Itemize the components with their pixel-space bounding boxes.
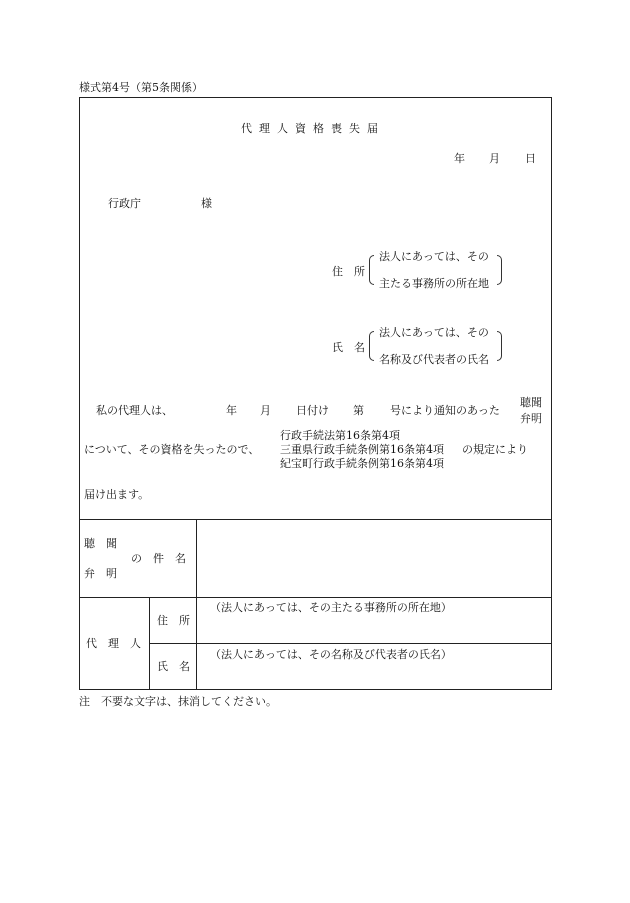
name-note-line1: 法人にあっては、その [379,326,489,339]
form-title [241,123,385,134]
agent-name-label: 氏 名 [157,660,190,673]
agent-label: 代 理 人 [86,637,141,650]
applicant-address-label: 住 所 [332,265,365,278]
agent-row-divider [149,643,552,644]
address-note-bracket-right [497,255,502,285]
address-note-line1: 法人にあっては、その [379,250,489,263]
addressee-honorific: 様 [201,197,212,210]
form-title-text: 代理人資格喪失届 [241,122,385,135]
agent-address-note: （法人にあっては、その主たる事務所の所在地） [210,601,452,614]
address-note-line2: 主たる事務所の所在地 [379,277,489,290]
table-top-divider [79,519,552,520]
name-note-bracket-left [369,331,374,361]
applicant-name-label: 氏 名 [332,341,365,354]
law-option-2: 三重県行政手続条例第16条第4項 [280,443,444,456]
name-note-bracket-right [497,331,502,361]
law-option-1: 行政手続法第16条第4項 [280,429,400,442]
body-closing: 届け出ます。 [84,488,150,501]
table-col-divider [196,519,197,690]
body-line2-suffix: の規定により [462,443,528,456]
date-day-label: 日 [525,152,536,165]
date-year-label: 年 [454,152,465,165]
body-prefix: 私の代理人は、 [96,404,173,417]
form-number: 様式第4号（第5条関係） [79,81,203,94]
case-of-label: の 件 名 [131,552,186,565]
body-explanation: 弁明 [520,412,542,425]
footnote: 注 不要な文字は、抹消してください。 [79,695,277,708]
body-go-suffix: 号により通知のあった [390,404,500,417]
law-option-3: 紀宝町行政手続条例第16条第4項 [280,457,444,470]
body-month: 月 [260,404,271,417]
body-line2-prefix: について、その資格を失ったので、 [84,443,260,456]
agent-name-note: （法人にあっては、その名称及び代表者の氏名） [210,648,452,661]
agent-address-label: 住 所 [157,614,190,627]
body-year: 年 [226,404,237,417]
address-note-bracket-left [369,255,374,285]
case-hearing-label: 聴 聞 [84,537,117,550]
body-dai: 第 [353,404,364,417]
case-explanation-label: 弁 明 [84,567,117,580]
date-month-label: 月 [489,152,500,165]
name-note-line2: 名称及び代表者の氏名 [379,353,489,366]
body-hearing: 聴聞 [520,396,542,409]
addressee-agency: 行政庁 [108,197,141,210]
body-day-suffix: 日付け [296,404,329,417]
